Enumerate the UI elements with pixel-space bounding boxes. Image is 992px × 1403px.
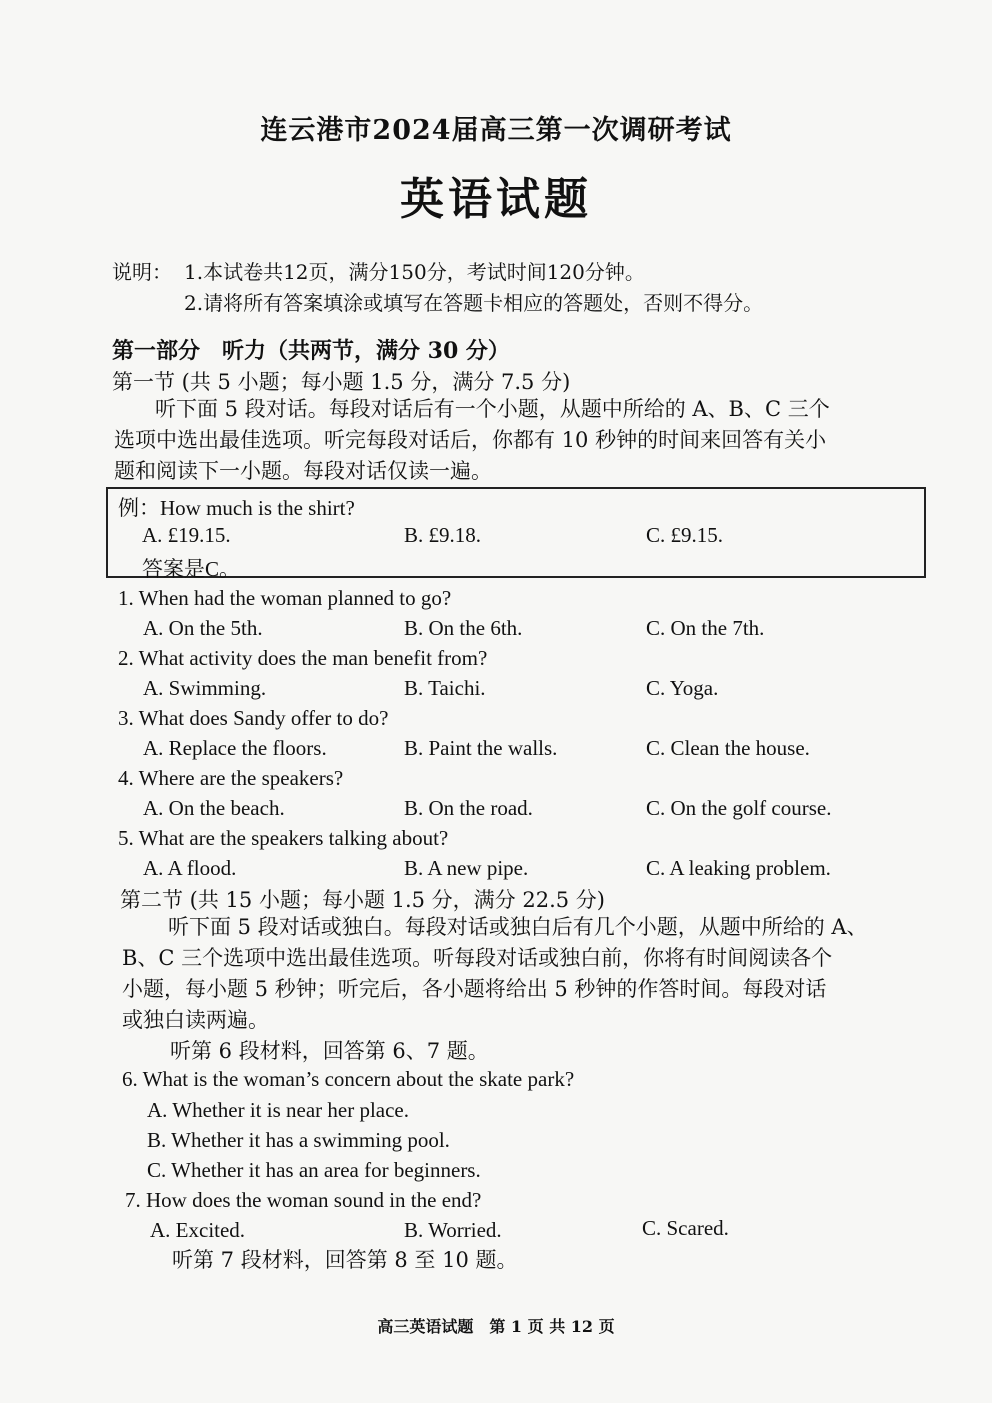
subject-title: 英语试题 [400, 174, 592, 225]
question-6: 6. What is the woman’s concern about the skate park? [122, 1067, 575, 1091]
question-4: 4. Where are the speakers? [118, 766, 344, 790]
section2-heading: 第二节 (共 15 小题；每小题 1.5 分，满分 22.5 分) [120, 888, 605, 912]
page-footer: 高三英语试题 第 1 页 共 12 页 [377, 1317, 615, 1336]
example-option-b: B. £9.18. [404, 523, 482, 547]
exam-title: 连云港市2024届高三第一次调研考试 [260, 115, 732, 146]
question-5-option-c: C. A leaking problem. [646, 856, 831, 880]
section1-directions-line: 选项中选出最佳选项。听完每段对话后，你都有 10 秒钟的时间来回答有关小 [114, 428, 827, 452]
example-option-a: A. £19.15. [142, 523, 231, 547]
part1-heading: 第一部分 听力（共两节，满分 30 分） [112, 338, 510, 364]
question-2-option-c: C. Yoga. [646, 676, 719, 700]
material-7-instruction: 听第 7 段材料，回答第 8 至 10 题。 [172, 1248, 518, 1272]
question-7: 7. How does the woman sound in the end? [125, 1188, 482, 1212]
question-4-option-c: C. On the golf course. [646, 796, 832, 820]
question-5-option-b: B. A new pipe. [404, 856, 529, 880]
question-2: 2. What activity does the man benefit from? [118, 646, 488, 670]
section1-heading: 第一节 (共 5 小题；每小题 1.5 分，满分 7.5 分) [112, 370, 571, 394]
question-5-option-a: A. A flood. [143, 856, 237, 880]
instructions-label: 说明： [112, 260, 172, 284]
question-7-option-a: A. Excited. [150, 1218, 246, 1242]
question-6-option-b: B. Whether it has a swimming pool. [147, 1128, 450, 1152]
section1-directions-line: 听下面 5 段对话。每段对话后有一个小题，从题中所给的 A、B、C 三个 [155, 397, 830, 421]
question-7-option-c: C. Scared. [642, 1216, 729, 1240]
question-3-option-b: B. Paint the walls. [404, 736, 558, 760]
question-1-option-c: C. On the 7th. [646, 616, 765, 640]
question-1-option-a: A. On the 5th. [143, 616, 263, 640]
question-4-option-a: A. On the beach. [143, 796, 285, 820]
question-1: 1. When had the woman planned to go? [118, 586, 452, 610]
section1-directions-line: 题和阅读下一小题。每段对话仅读一遍。 [114, 459, 492, 483]
section2-directions-line: B、C 三个选项中选出最佳选项。听每段对话或独白前，你将有时间阅读各个 [122, 946, 833, 970]
example-option-c: C. £9.15. [646, 523, 724, 547]
question-3: 3. What does Sandy offer to do? [118, 706, 389, 730]
question-4-option-b: B. On the road. [404, 796, 533, 820]
question-3-option-a: A. Replace the floors. [143, 736, 327, 760]
question-6-option-a: A. Whether it is near her place. [147, 1098, 409, 1122]
instruction-line-1: 1.本试卷共12页，满分150分，考试时间120分钟。 [184, 260, 645, 284]
section2-directions-line: 小题，每小题 5 秒钟；听完后，各小题将给出 5 秒钟的作答时间。每段对话 [122, 977, 827, 1001]
question-2-option-a: A. Swimming. [143, 676, 267, 700]
example-answer: 答案是C。 [142, 557, 241, 581]
question-6-option-c: C. Whether it has an area for beginners. [147, 1158, 481, 1182]
material-6-instruction: 听第 6 段材料，回答第 6、7 题。 [170, 1039, 489, 1063]
instruction-line-2: 2.请将所有答案填涂或填写在答题卡相应的答题处，否则不得分。 [184, 291, 764, 315]
question-7-option-b: B. Worried. [404, 1218, 502, 1242]
question-3-option-c: C. Clean the house. [646, 736, 810, 760]
question-5: 5. What are the speakers talking about? [118, 826, 449, 850]
question-1-option-b: B. On the 6th. [404, 616, 523, 640]
example-question: 例：How much is the shirt? [118, 496, 355, 520]
section2-directions-line: 听下面 5 段对话或独白。每段对话或独白后有几个小题，从题中所给的 A、 [168, 915, 868, 939]
section2-directions-line: 或独白读两遍。 [122, 1008, 269, 1032]
question-2-option-b: B. Taichi. [404, 676, 486, 700]
